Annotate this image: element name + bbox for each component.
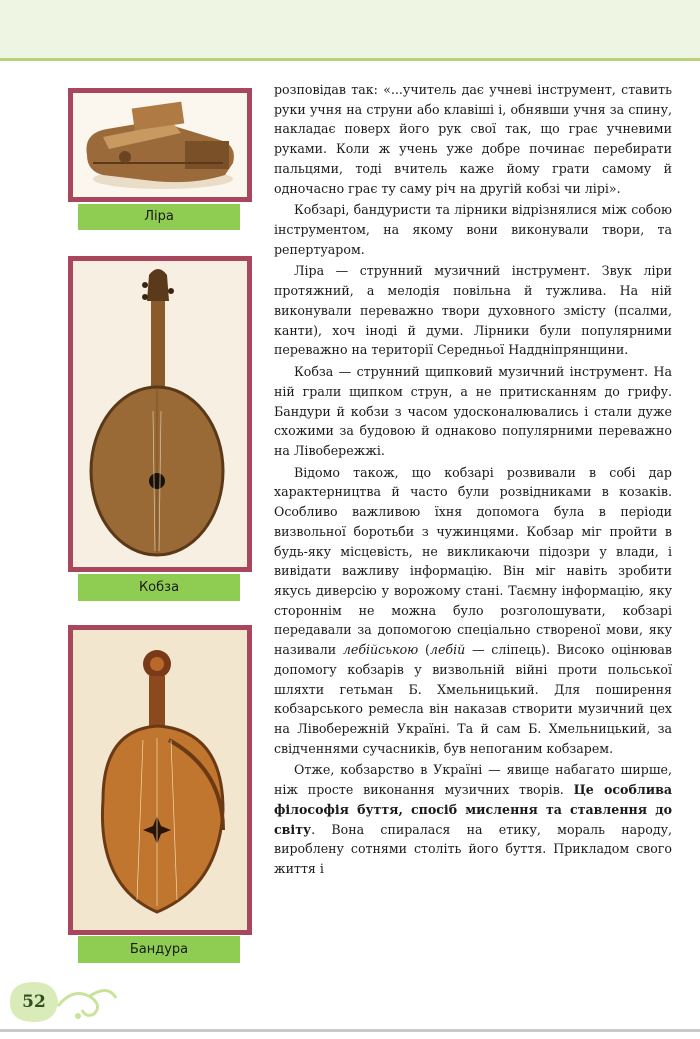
paragraph-3: Ліра — струнний музичний інструмент. Звук ліри протяжний, а мелодія повільна й тужлива. На ній виконували переважно твори духовного змісту (псалми, канти), хоч іноді й думи. Лірники були популярними переважно на території Середньої Наддніпрянщини. [274,263,672,358]
bandura-caption: Бандура [78,936,240,963]
lira-photo [68,88,252,202]
paragraph-1: розповідав так: «...учитель дає учневі інструмент, ставить руки учня на струни або клавіші і, обнявши учня за спину, накладає поверх його рук свої так, що грає учневими руками. Коли ж учень уже добре починає перебирати пальцями, тоді вчитель каже йому грати самому й одночасно грає ту саму річ на другій кобзі чи лірі». [274,82,672,196]
paragraph-5-text-b: — сліпець). Високо оцінював допомогу кобзарів у визвольній війні проти польської шляхти гетьман Б. Хмельницький. Для поширення кобзарського ремесла він наказав створити музичний цех на Лівобережній Україні. Та й сам Б. Хмельницький, за свідченнями сучасників, був непоганим кобзарем. [274,642,672,756]
term-lebiy: лебій [429,642,466,658]
lira-illustration [73,93,247,197]
top-header-band [0,0,700,58]
main-text [274,80,672,879]
paragraph-6-text-b: . Вона спиралася на етику, мораль народу, вироблену сотнями століть його буття. Прикладом свого життя і [274,821,672,877]
term-lebiyska: лебійською [342,642,419,658]
paragraph-2: Кобзарі, бандуристи та лірники відрізнялися між собою інструментом, на якому вони виконували твори, та репертуаром. [274,202,672,257]
paragraph-5 [274,463,672,759]
top-divider [0,58,700,61]
page-number: 52 [22,992,46,1012]
bandura-illustration [73,630,247,930]
bottom-divider [0,1029,700,1032]
lira-caption: Ліра [78,204,240,230]
kobza-illustration [73,261,247,567]
bandura-photo [68,625,252,935]
paragraph-5-text-a: Відомо також, що кобзарі розвивали в собі дар характерництва й часто були розвідниками в козаків. Особливо важливою їхня допомога була в періоди визвольної боротьби з чужинцями. Кобзар міг пройти в будь-яку місцевість, не викликаючи підозри у влади, і вивідати важливу інформацію. Він міг навіть зробити якусь диверсію у ворожому стані. Таємну інформацію, яку стороннім не можна було розголошувати, кобзарі передавали за допомогою спеціально створеної мови, яку називали [274,464,672,658]
paragraph-6-emphasis: Це особлива філософія буття, спосіб мислення та ставлення до світу [274,782,672,837]
kobza-photo [68,256,252,572]
paragraph-6 [274,760,672,878]
kobza-caption: Кобза [78,574,240,601]
paragraph-6-text-a: Отже, кобзарство в Україні — явище набагато ширше, ніж просте виконання музичних творів. [274,762,672,798]
paragraph-5-paren: ( [418,642,430,658]
paragraph-4: Кобза — струнний щипковий музичний інструмент. На ній грали щипком струн, а не притисканням до грифу. Бандури й кобзи з часом удосконалювались і стали дуже схожими за будовою й однаково популярними переважно на Лівобережжі. [274,364,672,458]
